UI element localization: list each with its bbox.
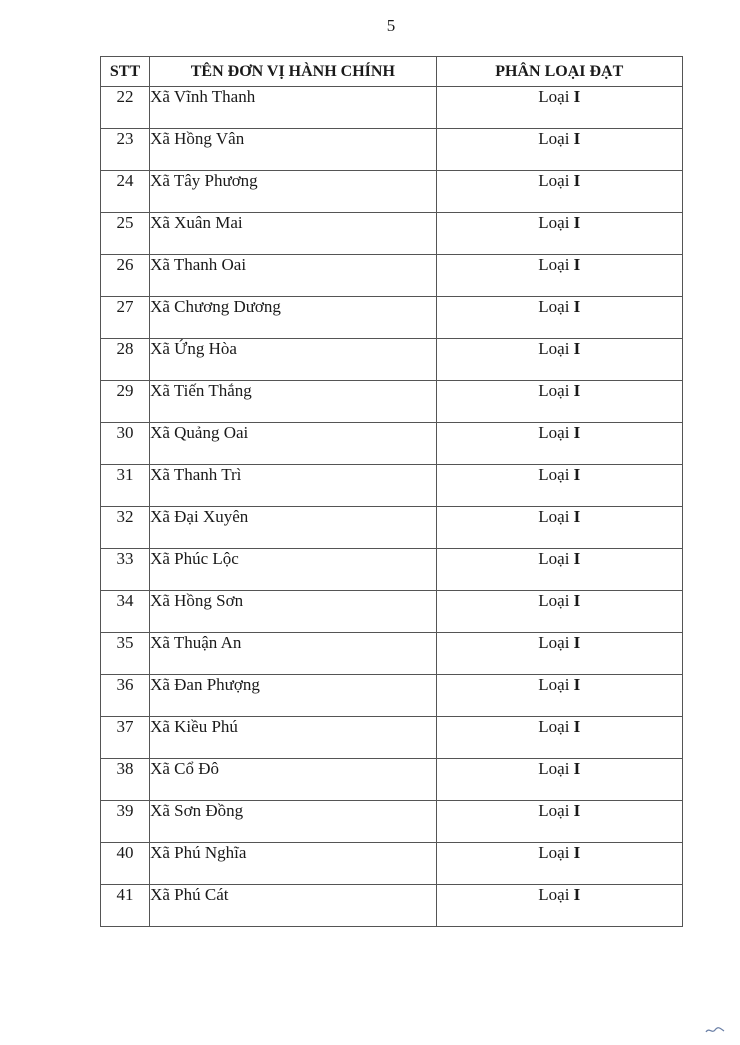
classification-label: Loại bbox=[538, 759, 570, 778]
row-classification bbox=[436, 129, 682, 171]
classification-grade: I bbox=[573, 171, 581, 190]
row-unit-name: Xã Chương Dương bbox=[150, 297, 436, 339]
classification-label: Loại bbox=[538, 129, 570, 148]
table-row bbox=[101, 507, 683, 549]
row-stt: 34 bbox=[101, 591, 150, 633]
classification-grade: I bbox=[573, 717, 581, 736]
classification-grade: I bbox=[573, 507, 581, 526]
classification-label: Loại bbox=[538, 591, 570, 610]
row-classification bbox=[436, 675, 682, 717]
row-stt: 41 bbox=[101, 885, 150, 927]
table-row bbox=[101, 549, 683, 591]
row-unit-name: Xã Thanh Trì bbox=[150, 465, 436, 507]
table-row bbox=[101, 339, 683, 381]
table-row bbox=[101, 465, 683, 507]
classification-label: Loại bbox=[538, 465, 570, 484]
table-row bbox=[101, 633, 683, 675]
classification-grade: I bbox=[573, 885, 581, 904]
classification-grade: I bbox=[573, 297, 581, 316]
classification-label: Loại bbox=[538, 675, 570, 694]
classification-label: Loại bbox=[538, 339, 570, 358]
row-stt: 37 bbox=[101, 717, 150, 759]
row-classification bbox=[436, 801, 682, 843]
row-classification bbox=[436, 507, 682, 549]
classification-grade: I bbox=[573, 381, 581, 400]
classification-label: Loại bbox=[538, 255, 570, 274]
classification-grade: I bbox=[573, 549, 581, 568]
row-unit-name: Xã Thanh Oai bbox=[150, 255, 436, 297]
row-classification bbox=[436, 759, 682, 801]
row-unit-name: Xã Vĩnh Thanh bbox=[150, 87, 436, 129]
classification-grade: I bbox=[573, 423, 581, 442]
row-stt: 22 bbox=[101, 87, 150, 129]
classification-grade: I bbox=[573, 213, 581, 232]
row-classification bbox=[436, 87, 682, 129]
classification-grade: I bbox=[573, 759, 581, 778]
table-row bbox=[101, 129, 683, 171]
header-unit-name: TÊN ĐƠN VỊ HÀNH CHÍNH bbox=[150, 57, 436, 87]
classification-grade: I bbox=[573, 675, 581, 694]
classification-grade: I bbox=[573, 591, 581, 610]
row-stt: 39 bbox=[101, 801, 150, 843]
row-unit-name: Xã Quảng Oai bbox=[150, 423, 436, 465]
table-row bbox=[101, 255, 683, 297]
table-row bbox=[101, 381, 683, 423]
classification-grade: I bbox=[573, 255, 581, 274]
row-unit-name: Xã Phú Nghĩa bbox=[150, 843, 436, 885]
classification-grade: I bbox=[573, 465, 581, 484]
classification-label: Loại bbox=[538, 507, 570, 526]
table-row bbox=[101, 801, 683, 843]
table-row bbox=[101, 423, 683, 465]
row-unit-name: Xã Thuận An bbox=[150, 633, 436, 675]
row-classification bbox=[436, 255, 682, 297]
row-stt: 30 bbox=[101, 423, 150, 465]
row-unit-name: Xã Tây Phương bbox=[150, 171, 436, 213]
table-row bbox=[101, 675, 683, 717]
row-classification bbox=[436, 885, 682, 927]
table-row bbox=[101, 843, 683, 885]
row-classification bbox=[436, 633, 682, 675]
row-classification bbox=[436, 591, 682, 633]
row-unit-name: Xã Hồng Sơn bbox=[150, 591, 436, 633]
row-unit-name: Xã Kiều Phú bbox=[150, 717, 436, 759]
row-stt: 33 bbox=[101, 549, 150, 591]
row-classification bbox=[436, 465, 682, 507]
classification-label: Loại bbox=[538, 213, 570, 232]
row-classification bbox=[436, 549, 682, 591]
table-body bbox=[101, 87, 683, 927]
row-stt: 36 bbox=[101, 675, 150, 717]
table-header-row bbox=[101, 57, 683, 87]
table-row bbox=[101, 297, 683, 339]
row-stt: 27 bbox=[101, 297, 150, 339]
row-unit-name: Xã Phúc Lộc bbox=[150, 549, 436, 591]
row-stt: 35 bbox=[101, 633, 150, 675]
administrative-units-table bbox=[100, 56, 683, 927]
row-stt: 32 bbox=[101, 507, 150, 549]
row-stt: 31 bbox=[101, 465, 150, 507]
table-row bbox=[101, 759, 683, 801]
table-row bbox=[101, 171, 683, 213]
table-row bbox=[101, 87, 683, 129]
classification-label: Loại bbox=[538, 549, 570, 568]
header-classification: PHÂN LOẠI ĐẠT bbox=[436, 57, 682, 87]
row-classification bbox=[436, 171, 682, 213]
classification-label: Loại bbox=[538, 381, 570, 400]
row-unit-name: Xã Xuân Mai bbox=[150, 213, 436, 255]
row-unit-name: Xã Cổ Đô bbox=[150, 759, 436, 801]
row-unit-name: Xã Đan Phượng bbox=[150, 675, 436, 717]
classification-grade: I bbox=[573, 843, 581, 862]
row-classification bbox=[436, 297, 682, 339]
table-row bbox=[101, 885, 683, 927]
row-stt: 40 bbox=[101, 843, 150, 885]
header-stt: STT bbox=[101, 57, 150, 87]
classification-label: Loại bbox=[538, 423, 570, 442]
classification-label: Loại bbox=[538, 801, 570, 820]
classification-label: Loại bbox=[538, 297, 570, 316]
classification-label: Loại bbox=[538, 171, 570, 190]
table-row bbox=[101, 591, 683, 633]
classification-label: Loại bbox=[538, 87, 570, 106]
row-unit-name: Xã Hồng Vân bbox=[150, 129, 436, 171]
classification-label: Loại bbox=[538, 843, 570, 862]
row-stt: 28 bbox=[101, 339, 150, 381]
corner-signature-mark bbox=[704, 1025, 726, 1035]
table-row bbox=[101, 717, 683, 759]
row-classification bbox=[436, 213, 682, 255]
row-stt: 26 bbox=[101, 255, 150, 297]
row-classification bbox=[436, 339, 682, 381]
classification-grade: I bbox=[573, 87, 581, 106]
row-classification bbox=[436, 423, 682, 465]
classification-grade: I bbox=[573, 801, 581, 820]
table-row bbox=[101, 213, 683, 255]
classification-grade: I bbox=[573, 339, 581, 358]
classification-grade: I bbox=[573, 129, 581, 148]
row-classification bbox=[436, 381, 682, 423]
row-classification bbox=[436, 843, 682, 885]
classification-label: Loại bbox=[538, 885, 570, 904]
row-stt: 24 bbox=[101, 171, 150, 213]
row-stt: 38 bbox=[101, 759, 150, 801]
row-unit-name: Xã Ứng Hòa bbox=[150, 339, 436, 381]
row-unit-name: Xã Sơn Đồng bbox=[150, 801, 436, 843]
page-number: 5 bbox=[386, 16, 396, 35]
row-stt: 29 bbox=[101, 381, 150, 423]
classification-label: Loại bbox=[538, 717, 570, 736]
row-unit-name: Xã Đại Xuyên bbox=[150, 507, 436, 549]
row-stt: 25 bbox=[101, 213, 150, 255]
row-unit-name: Xã Tiến Thắng bbox=[150, 381, 436, 423]
row-stt: 23 bbox=[101, 129, 150, 171]
row-unit-name: Xã Phú Cát bbox=[150, 885, 436, 927]
classification-label: Loại bbox=[538, 633, 570, 652]
classification-grade: I bbox=[573, 633, 581, 652]
row-classification bbox=[436, 717, 682, 759]
